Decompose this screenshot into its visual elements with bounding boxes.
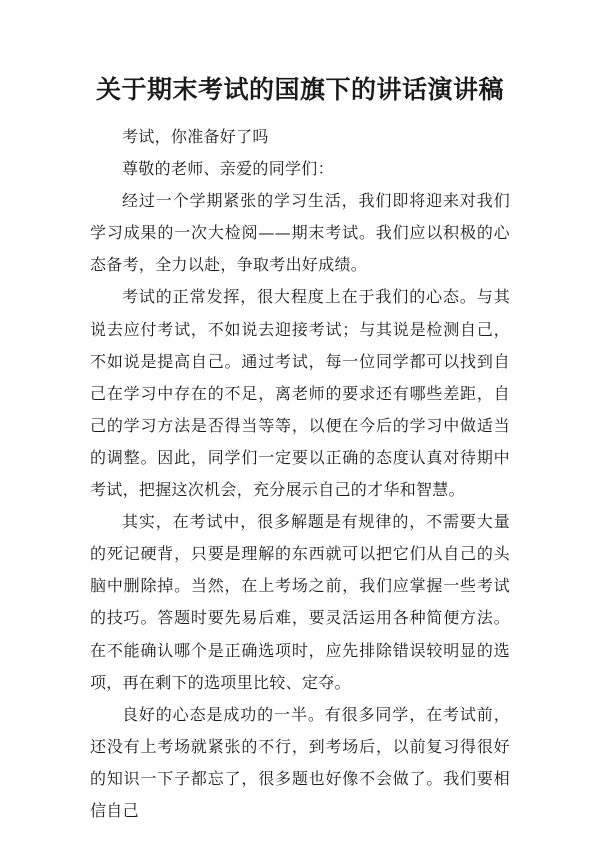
document-title: 关于期末考试的国旗下的讲话演讲稿 xyxy=(95,75,504,104)
document-body xyxy=(90,121,510,827)
paragraph: 经过一个学期紧张的学习生活，我们即将迎来对我们学习成果的一次大检阅——期末考试。我们应以积极的心态备考，全力以赴，争取考出好成绩。 xyxy=(90,191,510,275)
paragraph: 其实，在考试中，很多解题是有规律的，不需要大量的死记硬背，只要是理解的东西就可以把它们从自己的头脑中删除掉。当然，在上考场之前，我们应掌握一些考试的技巧。答题时要先易后难，要灵活运用各种简便方法。在不能确认哪个是正确选项时，应先排除错误较明显的选项，再在剩下的选项里比较、定夺。 xyxy=(90,512,510,692)
subtitle-line: 考试，你准备好了吗 xyxy=(122,127,269,146)
salutation: 尊敬的老师、亲爱的同学们： xyxy=(122,159,334,179)
paragraph: 良好的心态是成功的一半。有很多同学，在考试前，还没有上考场就紧张的不行，到考场后，以前复习得很好的知识一下子都忘了，很多题也好像不会做了。我们要相信自己 xyxy=(90,704,510,820)
paragraph: 考试的正常发挥，很大程度上在于我们的心态。与其说去应付考试，不如说去迎接考试；与其说是检测自己，不如说是提高自己。通过考试，每一位同学都可以找到自己在学习中存在的不足，离老师的要求还有哪些差距，自己的学习方法是否得当等等，以便在今后的学习中做适当的调整。因此，同学们一定要以正确的态度认真对待期中考试，把握这次机会，充分展示自己的才华和智慧。 xyxy=(90,287,510,500)
